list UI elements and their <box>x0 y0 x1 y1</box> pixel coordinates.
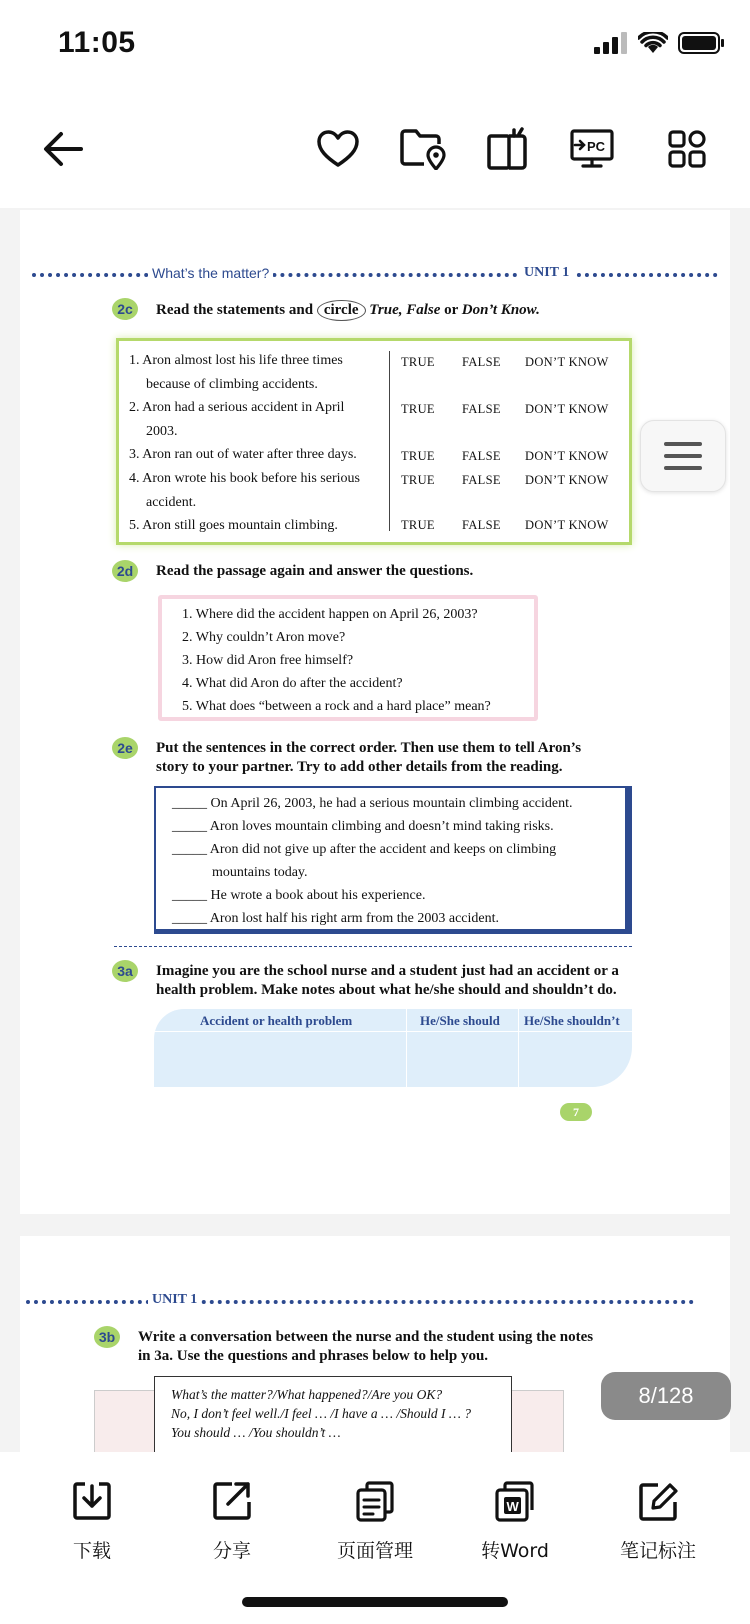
status-icons <box>594 32 724 54</box>
statement-num: 4. <box>129 471 140 486</box>
order-sentence: Aron lost half his right arm from the 2003 accident. <box>209 911 499 926</box>
convert-word-icon <box>493 1480 537 1522</box>
question-2: 2. Why couldn’t Aron move? <box>182 630 346 645</box>
instr-2c-part-d: Don’t Know. <box>461 302 540 318</box>
table-column-rule <box>518 1009 519 1087</box>
share-label: 分享 <box>212 1540 251 1562</box>
section-divider <box>114 946 632 947</box>
ordering-row-2 <box>172 815 554 838</box>
true-false-box <box>116 338 632 545</box>
option-true[interactable]: TRUE <box>401 355 435 369</box>
instr-2c-circle: circle <box>317 300 366 321</box>
option-false[interactable]: FALSE <box>462 402 501 416</box>
download-label: 下载 <box>72 1540 111 1562</box>
option-false[interactable]: FALSE <box>462 518 501 532</box>
instr-2e-line-2: story to your partner. Try to add other details from the reading. <box>156 759 563 775</box>
download-button[interactable] <box>32 1480 152 1563</box>
phrase-line-1: What’s the matter?/What happened?/Are you OK? <box>171 1387 443 1402</box>
share-icon <box>212 1480 252 1522</box>
instr-2c-part-a: Read the statements and <box>156 302 314 318</box>
table-header-shouldnt: He/She shouldn’t <box>524 1013 620 1028</box>
order-sentence-cont: mountains today. <box>212 865 308 880</box>
statement-4 <box>129 467 360 515</box>
section-2d-instruction: Read the passage again and answer the questions. <box>156 563 474 579</box>
home-indicator[interactable] <box>242 1597 508 1607</box>
section-badge-2d: 2d <box>112 560 138 582</box>
menu-button[interactable] <box>640 420 726 492</box>
svg-text:PC: PC <box>587 139 606 154</box>
folder-location-icon <box>400 128 448 170</box>
instr-2c-part-c: or <box>444 302 459 318</box>
battery-icon <box>678 32 724 54</box>
hamburger-icon <box>664 442 702 446</box>
section-3b-instruction <box>138 1328 593 1366</box>
cellular-signal-icon <box>594 32 628 54</box>
notes-annotation-button[interactable] <box>598 1480 718 1563</box>
statement-num: 3. <box>129 447 140 462</box>
table-header-rule <box>154 1031 632 1032</box>
statement-1 <box>129 349 343 397</box>
grid-icon <box>667 129 707 169</box>
section-2c-instruction <box>156 300 540 321</box>
option-dont-know[interactable]: DON’T KNOW <box>525 473 609 487</box>
instr-2c-part-b: True, False <box>369 302 441 318</box>
questions-box <box>158 595 538 721</box>
phrase-line-3: You should … /You shouldn’t … <box>171 1425 341 1440</box>
statement-text: Aron almost lost his life three times <box>142 353 343 368</box>
section-3a-instruction <box>156 962 619 1000</box>
option-true[interactable]: TRUE <box>401 473 435 487</box>
option-false[interactable]: FALSE <box>462 355 501 369</box>
instr-3b-line-2: in 3a. Use the questions and phrases below to help you. <box>138 1348 489 1364</box>
instr-3b-line-1: Write a conversation between the nurse and the student using the notes <box>138 1329 594 1345</box>
status-bar <box>0 0 750 92</box>
statement-text: Aron ran out of water after three days. <box>142 447 357 462</box>
statement-text: Aron had a serious accident in April <box>142 400 345 415</box>
statement-num: 1. <box>129 353 140 368</box>
option-true[interactable]: TRUE <box>401 449 435 463</box>
option-true[interactable]: TRUE <box>401 402 435 416</box>
download-icon <box>72 1480 112 1522</box>
page-management-label: 页面管理 <box>336 1540 413 1562</box>
hamburger-icon-bar <box>664 466 702 470</box>
instr-2e-line-1: Put the sentences in the correct order. Then use them to tell Aron’s <box>156 740 582 756</box>
option-false[interactable]: FALSE <box>462 473 501 487</box>
phrases-box <box>154 1376 512 1452</box>
option-dont-know[interactable]: DON’T KNOW <box>525 449 609 463</box>
question-4: 4. What did Aron do after the accident? <box>182 676 403 691</box>
table-column-rule <box>406 1009 407 1087</box>
order-sentence: Aron did not give up after the accident and keeps on climbing <box>209 842 557 857</box>
statement-num: 2. <box>129 400 140 415</box>
statement-3 <box>129 443 357 467</box>
favorite-button[interactable] <box>311 122 365 176</box>
page-header-title: What’s the matter? <box>148 265 273 281</box>
back-arrow-icon <box>41 129 85 169</box>
header-dotted-rule <box>26 1300 694 1304</box>
bottom-toolbar <box>0 1452 750 1624</box>
open-on-pc-button[interactable] <box>565 122 619 176</box>
instr-3a-line-2: health problem. Make notes about what he/she should and shouldn’t do. <box>156 982 617 998</box>
table-header-should: He/She should <box>420 1013 500 1028</box>
convert-word-button[interactable] <box>455 1480 575 1563</box>
order-blank[interactable]: _____ <box>172 842 207 857</box>
option-dont-know[interactable]: DON’T KNOW <box>525 518 609 532</box>
back-button[interactable] <box>36 122 90 176</box>
split-view-button[interactable] <box>481 122 535 176</box>
ordering-row-1 <box>172 792 572 815</box>
section-badge-3a: 3a <box>112 960 138 982</box>
ordering-box <box>154 786 632 934</box>
instr-3a-line-1: Imagine you are the school nurse and a student just had an accident or a <box>156 963 619 979</box>
page-management-button[interactable] <box>315 1480 435 1563</box>
order-sentence: On April 26, 2003, he had a serious mountain climbing accident. <box>210 796 573 811</box>
dual-screen-icon <box>486 127 530 171</box>
status-time: 11:05 <box>58 26 136 59</box>
statement-2 <box>129 396 344 444</box>
notes-table <box>154 1009 632 1087</box>
order-blank[interactable]: _____ <box>172 911 207 926</box>
statement-text-cont: because of climbing accidents. <box>146 377 318 392</box>
statement-text: Aron wrote his book before his serious <box>142 471 360 486</box>
option-dont-know[interactable]: DON’T KNOW <box>525 402 609 416</box>
document-viewer[interactable] <box>0 208 750 1452</box>
page-number: 7 <box>560 1103 592 1121</box>
document-page-7 <box>20 210 730 1214</box>
header-dotted-rule <box>32 273 718 277</box>
pc-cast-icon <box>569 128 615 170</box>
save-location-button[interactable] <box>397 122 451 176</box>
section-badge-3b: 3b <box>94 1326 120 1348</box>
ordering-row-3 <box>172 838 556 884</box>
ordering-row-4 <box>172 884 425 907</box>
statement-text-cont: accident. <box>146 495 197 510</box>
statement-5 <box>129 514 338 538</box>
statement-text-cont: 2003. <box>146 424 178 439</box>
grid-view-button[interactable] <box>660 122 714 176</box>
option-false[interactable]: FALSE <box>462 449 501 463</box>
order-sentence: Aron loves mountain climbing and doesn’t mind taking risks. <box>209 819 554 834</box>
order-blank[interactable]: _____ <box>172 819 207 834</box>
order-blank[interactable]: _____ <box>172 796 207 811</box>
share-button[interactable] <box>172 1480 292 1563</box>
table-header-problem: Accident or health problem <box>200 1013 353 1028</box>
top-toolbar <box>0 92 750 208</box>
question-1: 1. Where did the accident happen on April 26, 2003? <box>182 607 478 622</box>
question-3: 3. How did Aron free himself? <box>182 653 354 668</box>
option-dont-know[interactable]: DON’T KNOW <box>525 355 609 369</box>
section-badge-2c: 2c <box>112 298 138 320</box>
option-true[interactable]: TRUE <box>401 518 435 532</box>
convert-word-label: 转Word <box>481 1540 549 1562</box>
section-badge-2e: 2e <box>112 737 138 759</box>
question-5: 5. What does “between a rock and a hard place” mean? <box>182 699 491 714</box>
wifi-icon <box>638 32 668 54</box>
page-header-unit: UNIT 1 <box>520 265 573 281</box>
page-indicator: 8/128 <box>601 1372 731 1420</box>
phrase-line-2: No, I don’t feel well./I feel … /I have a … /Should I … ? <box>171 1406 471 1421</box>
order-sentence: He wrote a book about his experience. <box>210 888 426 903</box>
heart-icon <box>316 129 360 169</box>
svg-text:W: W <box>506 1499 519 1514</box>
column-divider <box>389 351 390 531</box>
page-header-unit: UNIT 1 <box>148 1292 201 1308</box>
hamburger-icon-bar <box>664 454 702 458</box>
section-2e-instruction <box>156 739 581 777</box>
ordering-row-5 <box>172 907 499 930</box>
page-manage-icon <box>355 1480 395 1522</box>
notes-annotation-label: 笔记标注 <box>619 1540 696 1562</box>
note-edit-icon <box>638 1480 678 1522</box>
order-blank[interactable]: _____ <box>172 888 207 903</box>
statement-num: 5. <box>129 518 140 533</box>
statement-text: Aron still goes mountain climbing. <box>142 518 338 533</box>
